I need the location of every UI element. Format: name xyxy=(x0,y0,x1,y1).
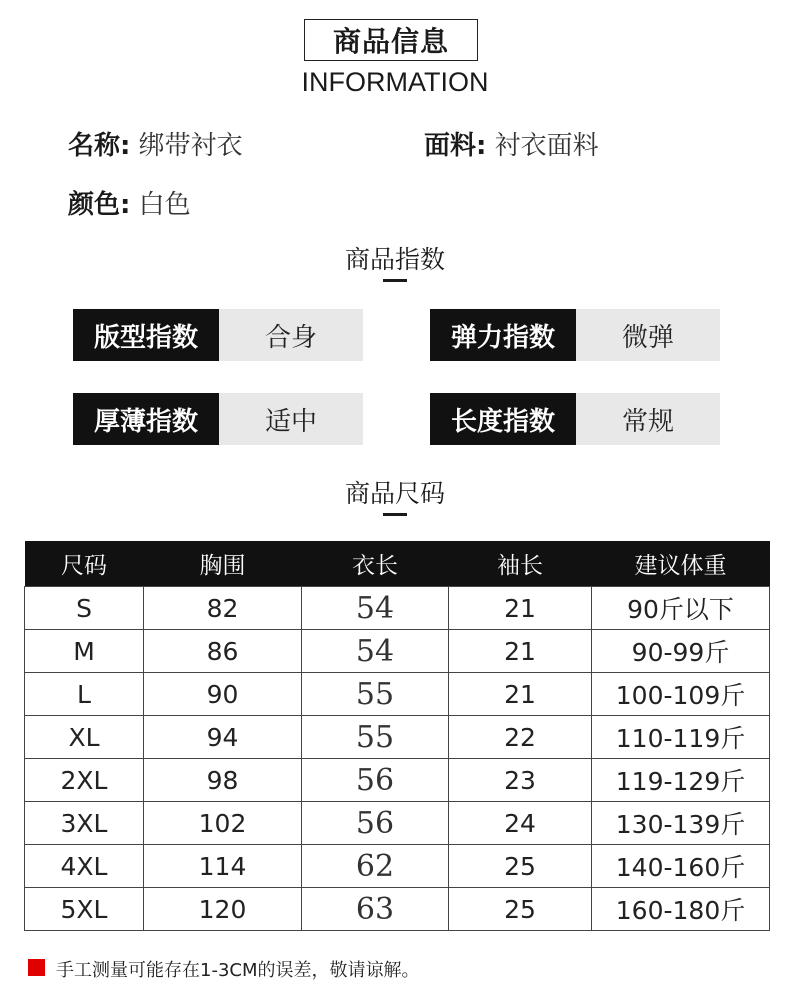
cell-weight: 160-180斤 xyxy=(592,888,770,931)
header-weight: 建议体重 xyxy=(592,541,770,587)
header-sleeve: 袖长 xyxy=(449,541,592,587)
index-value: 适中 xyxy=(219,393,363,445)
cell-chest: 94 xyxy=(144,716,302,759)
cell-length: 63 xyxy=(302,888,449,931)
header-chest: 胸围 xyxy=(144,541,302,587)
note-marker-icon xyxy=(28,959,45,976)
info-color xyxy=(68,184,191,221)
cell-chest: 86 xyxy=(144,630,302,673)
table-row xyxy=(25,673,770,716)
size-section-title: 商品尺码 xyxy=(344,479,445,508)
cell-size: M xyxy=(25,630,144,673)
cell-sleeve: 22 xyxy=(449,716,592,759)
table-row xyxy=(25,630,770,673)
cell-chest: 114 xyxy=(144,845,302,888)
fabric-value: 衬衣面料 xyxy=(494,131,599,161)
table-row xyxy=(25,716,770,759)
cell-chest: 98 xyxy=(144,759,302,802)
index-item-length xyxy=(430,393,720,445)
cell-length: 54 xyxy=(302,587,449,630)
color-value: 白色 xyxy=(138,190,191,220)
page-subtitle: INFORMATION xyxy=(301,67,489,97)
table-row xyxy=(25,888,770,931)
table-header-row xyxy=(25,541,770,587)
index-label: 版型指数 xyxy=(73,309,219,361)
measurement-note: 手工测量可能存在1-3CM的误差，敬请谅解。 xyxy=(56,960,420,981)
table-row xyxy=(25,587,770,630)
index-item-thickness xyxy=(73,393,363,445)
cell-size: 4XL xyxy=(25,845,144,888)
cell-length: 56 xyxy=(302,802,449,845)
index-section-underline xyxy=(383,279,407,282)
cell-sleeve: 25 xyxy=(449,888,592,931)
cell-weight: 140-160斤 xyxy=(592,845,770,888)
cell-length: 56 xyxy=(302,759,449,802)
page-title: 商品信息 xyxy=(304,19,478,61)
cell-sleeve: 21 xyxy=(449,673,592,716)
cell-chest: 102 xyxy=(144,802,302,845)
index-label: 长度指数 xyxy=(430,393,576,445)
table-row xyxy=(25,759,770,802)
index-value: 常规 xyxy=(576,393,720,445)
cell-size: 3XL xyxy=(25,802,144,845)
index-section-title: 商品指数 xyxy=(344,245,445,274)
cell-size: 2XL xyxy=(25,759,144,802)
index-item-elasticity xyxy=(430,309,720,361)
cell-size: XL xyxy=(25,716,144,759)
table-row xyxy=(25,845,770,888)
cell-weight: 110-119斤 xyxy=(592,716,770,759)
name-value: 绑带衬衣 xyxy=(138,131,243,161)
cell-sleeve: 25 xyxy=(449,845,592,888)
cell-size: 5XL xyxy=(25,888,144,931)
index-value: 微弹 xyxy=(576,309,720,361)
cell-weight: 119-129斤 xyxy=(592,759,770,802)
cell-chest: 120 xyxy=(144,888,302,931)
size-section-underline xyxy=(383,513,407,516)
name-key: 名称: xyxy=(68,131,131,161)
index-item-fit xyxy=(73,309,363,361)
cell-weight: 90斤以下 xyxy=(592,587,770,630)
cell-length: 54 xyxy=(302,630,449,673)
cell-weight: 100-109斤 xyxy=(592,673,770,716)
cell-chest: 90 xyxy=(144,673,302,716)
index-value: 合身 xyxy=(219,309,363,361)
info-fabric xyxy=(424,125,599,162)
cell-length: 55 xyxy=(302,673,449,716)
header-size: 尺码 xyxy=(25,541,144,587)
color-key: 颜色: xyxy=(68,190,131,220)
cell-length: 62 xyxy=(302,845,449,888)
info-name xyxy=(68,125,243,162)
cell-sleeve: 23 xyxy=(449,759,592,802)
cell-sleeve: 24 xyxy=(449,802,592,845)
index-label: 弹力指数 xyxy=(430,309,576,361)
header-length: 衣长 xyxy=(302,541,449,587)
index-label: 厚薄指数 xyxy=(73,393,219,445)
table-row xyxy=(25,802,770,845)
cell-length: 55 xyxy=(302,716,449,759)
cell-size: S xyxy=(25,587,144,630)
cell-sleeve: 21 xyxy=(449,630,592,673)
cell-weight: 90-99斤 xyxy=(592,630,770,673)
cell-weight: 130-139斤 xyxy=(592,802,770,845)
fabric-key: 面料: xyxy=(424,131,487,161)
cell-chest: 82 xyxy=(144,587,302,630)
cell-size: L xyxy=(25,673,144,716)
cell-sleeve: 21 xyxy=(449,587,592,630)
size-table xyxy=(24,541,770,931)
